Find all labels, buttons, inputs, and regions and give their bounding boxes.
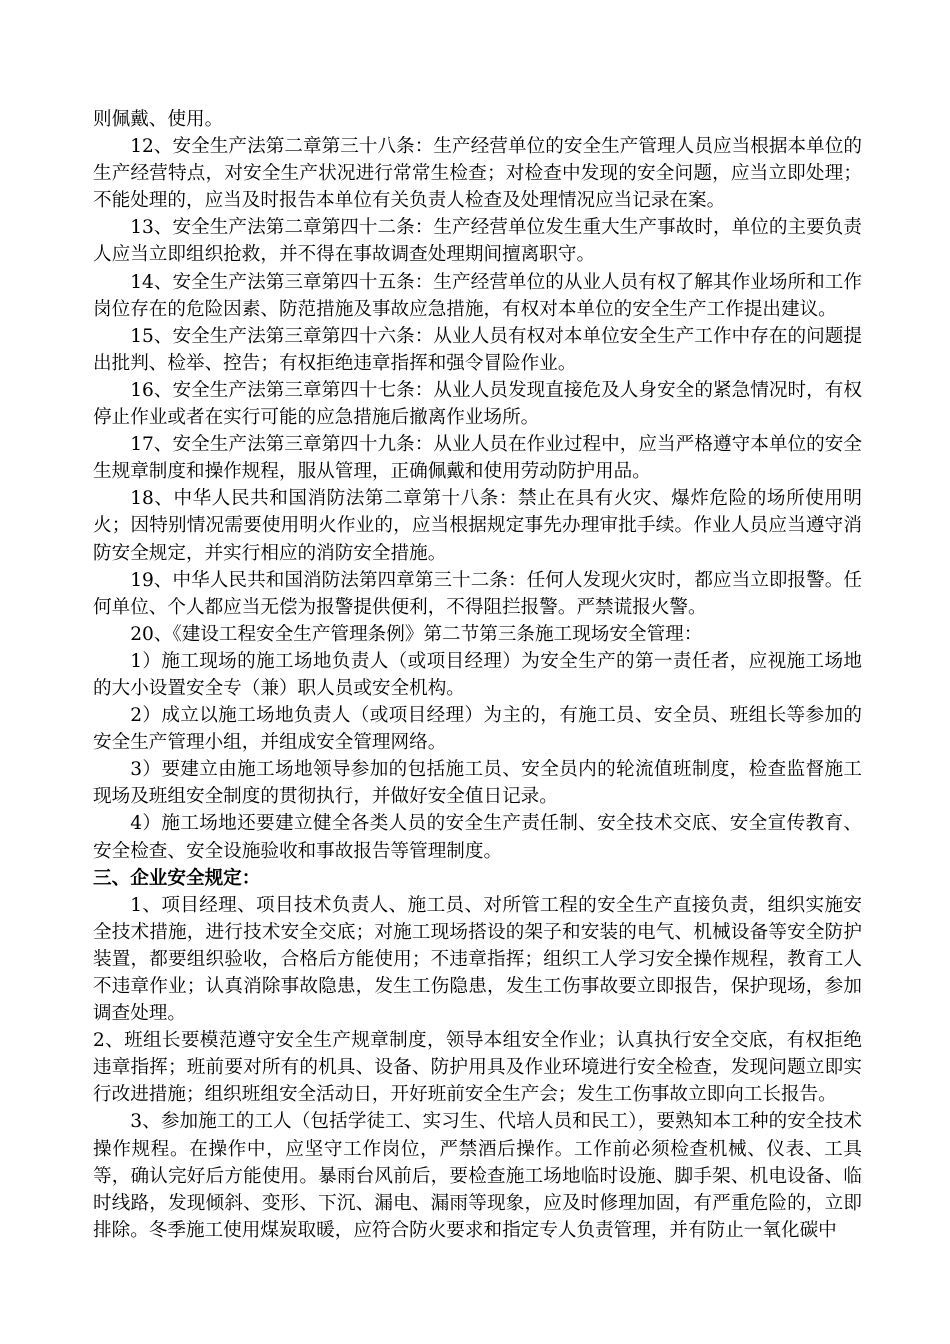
paragraph-item-17: 17、安全生产法第三章第四十九条：从业人员在作业过程中，应当严格遵守本单位的安全生规章制度和操作规程，服从管理，正确佩戴和使用劳动防护用品。 — [93, 434, 862, 483]
paragraph-item-16: 16、安全生产法第三章第四十七条：从业人员发现直接危及人身安全的紧急情况时，有权停止作业或者在实行可能的应急措施后撤离作业场所。 — [93, 379, 862, 429]
paragraph-item-15: 15、安全生产法第三章第四十六条：从业人员有权对本单位安全生产工作中存在的问题提出批判、检举、控告；有权拒绝违章指挥和强令冒险作业。 — [93, 325, 862, 374]
paragraph-subitem-1: 1）施工现场的施工场地负责人（或项目经理）为安全生产的第一责任者，应视施工场地的大小设置安全专（兼）职人员或安全机构。 — [93, 650, 862, 699]
paragraph-subitem-4: 4）施工场地还要建立健全各类人员的安全生产责任制、安全技术交底、安全宣传教育、安全检查、安全设施验收和事故报告等管理制度。 — [93, 813, 862, 862]
paragraph-item-14: 14、安全生产法第三章第四十五条：生产经营单位的从业人员有权了解其作业场所和工作岗位存在的危险因素、防范措施及事故应急措施，有权对本单位的安全生产工作提出建议。 — [93, 271, 862, 320]
paragraph-subitem-2: 2）成立以施工场地负责人（或项目经理）为主的，有施工员、安全员、班组长等参加的安全生产管理小组，并组成安全管理网络。 — [93, 705, 862, 754]
paragraph-rule-1: 1、项目经理、项目技术负责人、施工员、对所管工程的安全生产直接负责，组织实施安全技术措施，进行技术安全交底；对施工现场搭设的架子和安装的电气、机械设备等安全防护装置，都要组织验收，合格后方能使用；不违章指挥；组织工人学习安全操作规程，教育工人不违章作业；认真消除事故隐患，发生工伤隐患，发生工伤事故要立即报告，保护现场，参加调查处理。 — [93, 894, 862, 1025]
paragraph-item-12: 12、安全生产法第二章第三十八条：生产经营单位的安全生产管理人员应当根据本单位的生产经营特点，对安全生产状况进行常常生检查；对检查中发现的安全问题，应当立即处理；不能处理的，应当及时报告本单位有关负责人检查及处理情况应当记录在案。 — [93, 136, 862, 212]
paragraph-rule-2: 2、班组长要模范遵守安全生产规章制度，领导本组安全作业；认真执行安全交底，有权拒绝违章指挥；班前要对所有的机具、设备、防护用具及作业环境进行安全检查，发现问题立即实行改进措施；组织班组安全活动日，开好班前安全生产会；发生工伤事故立即向工长报告。 — [93, 1030, 862, 1106]
paragraph-rule-3: 3、参加施工的工人（包括学徒工、实习生、代培人员和民工），要熟知本工种的安全技术操作规程。在操作中，应坚守工作岗位，严禁酒后操作。工作前必须检查机械、仪表、工具等，确认完好后方能使用。暴雨台风前后，要检查施工场地临时设施、脚手架、机电设备、临时线路，发现倾斜、变形、下沉、漏电、漏雨等现象，应及时修理加固，有严重危险的，立即排除。冬季施工使用煤炭取暖，应符合防火要求和指定专人负责管理，并有防止一氧化碳中 — [93, 1111, 862, 1241]
paragraph-item-20: 20、《建设工程安全生产管理条例》第二节第三条施工现场安全管理： — [130, 623, 703, 645]
paragraph-continuation: 则佩戴、使用。 — [93, 109, 224, 130]
section-heading: 三、企业安全规定： — [93, 867, 261, 889]
paragraph-subitem-3: 3）要建立由施工场地领导参加的包括施工员、安全员内的轮流值班制度，检查监督施工现场及班组安全制度的贯彻执行，并做好安全值日记录。 — [93, 759, 862, 808]
paragraph-item-19: 19、中华人民共和国消防法第四章第三十二条：任何人发现火灾时，都应当立即报警。任何单位、个人都应当无偿为报警提供便利，不得阻拦报警。严禁谎报火警。 — [93, 569, 862, 618]
paragraph-item-13: 13、安全生产法第二章第四十二条：生产经营单位发生重大生产事故时，单位的主要负责人应当立即组织抢救，并不得在事故调查处理期间擅离职守。 — [93, 217, 862, 266]
paragraph-item-18: 18、中华人民共和国消防法第二章第十八条：禁止在具有火灾、爆炸危险的场所使用明火；因特别情况需要使用明火作业的，应当根据规定事先办理审批手续。作业人员应当遵守消防安全规定，并实行相应的消防安全措施。 — [93, 488, 862, 564]
